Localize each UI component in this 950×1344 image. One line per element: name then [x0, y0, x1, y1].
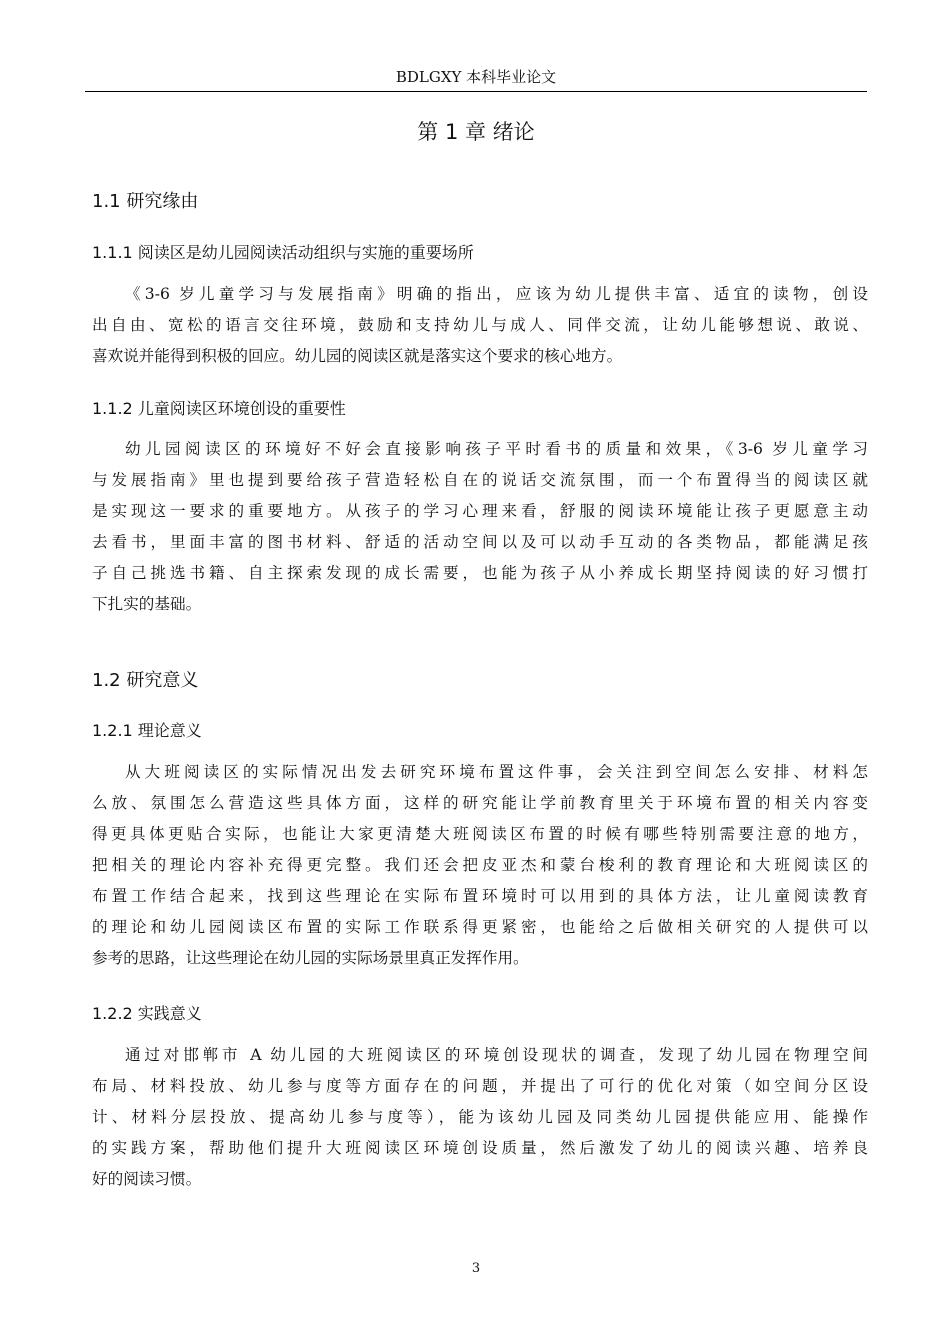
- paragraph-line: 是实现这一要求的重要地方。从孩子的学习心理来看，舒服的阅读环境能让孩子更愿意主动: [92, 502, 868, 520]
- paragraph-line: 好的阅读习惯。: [92, 1170, 202, 1188]
- paragraph-line: 通过对邯郸市 A 幼儿园的大班阅读区的环境创设现状的调查，发现了幼儿园在物理空间: [125, 1046, 868, 1064]
- subsection-heading-1-2-1: 1.2.1 理论意义: [92, 721, 202, 740]
- paragraph-line: 幼儿园阅读区的环境好不好会直接影响孩子平时看书的质量和效果，《3-6 岁儿童学习: [125, 440, 868, 458]
- paragraph-1-2-1: [92, 757, 868, 974]
- paragraph-line: 把相关的理论内容补充得更完整。我们还会把皮亚杰和蒙台梭利的教育理论和大班阅读区的: [92, 856, 868, 874]
- chapter-title: 第 1 章 绪论: [417, 120, 535, 144]
- paragraph-line: 么放、氛围怎么营造这些具体方面，这样的研究能让学前教育里关于环境布置的相关内容变: [92, 794, 868, 812]
- paragraph-line: 与发展指南》里也提到要给孩子营造轻松自在的说话交流氛围，而一个布置得当的阅读区就: [92, 471, 868, 489]
- paragraph-line: 从大班阅读区的实际情况出发去研究环境布置这件事，会关注到空间怎么安排、材料怎: [125, 763, 868, 781]
- paragraph-line: 布置工作结合起来，找到这些理论在实际布置环境时可以用到的具体方法，让儿童阅读教育: [92, 887, 868, 905]
- page-number: 3: [471, 1261, 481, 1276]
- paragraph-1-1-1: [92, 279, 868, 372]
- paragraph-line: 下扎实的基础。: [92, 595, 202, 613]
- paragraph-line: 参考的思路，让这些理论在幼儿园的实际场景里真正发挥作用。: [92, 949, 529, 967]
- section-heading-1-2: 1.2 研究意义: [92, 670, 199, 691]
- paragraph-line: 子自己挑选书籍、自主探索发现的成长需要，也能为孩子从小养成长期坚持阅读的好习惯打: [92, 564, 868, 582]
- paragraph-line: 喜欢说并能得到积极的回应。幼儿园的阅读区就是落实这个要求的核心地方。: [92, 347, 623, 365]
- paragraph-line: 《3-6 岁儿童学习与发展指南》明确的指出，应该为幼儿提供丰富、适宜的读物，创设: [125, 285, 868, 303]
- paragraph-1-1-2: [92, 434, 868, 620]
- paragraph-1-2-2: [92, 1040, 868, 1195]
- header-divider: [85, 91, 867, 92]
- page-header: BDLGXY 本科毕业论文: [395, 68, 557, 86]
- paragraph-line: 的实践方案，帮助他们提升大班阅读区环境创设质量，然后激发了幼儿的阅读兴趣、培养良: [92, 1139, 868, 1157]
- subsection-heading-1-1-1: 1.1.1 阅读区是幼儿园阅读活动组织与实施的重要场所: [92, 243, 474, 262]
- paragraph-line: 的理论和幼儿园阅读区布置的实际工作联系得更紧密，也能给之后做相关研究的人提供可以: [92, 918, 868, 936]
- paragraph-line: 去看书，里面丰富的图书材料、舒适的活动空间以及可以动手互动的各类物品，都能满足孩: [92, 533, 868, 551]
- subsection-heading-1-1-2: 1.1.2 儿童阅读区环境创设的重要性: [92, 399, 346, 418]
- paragraph-line: 出自由、宽松的语言交往环境，鼓励和支持幼儿与成人、同伴交流，让幼儿能够想说、敢说、: [92, 316, 868, 334]
- paragraph-line: 布局、材料投放、幼儿参与度等方面存在的问题，并提出了可行的优化对策（如空间分区设: [92, 1077, 868, 1095]
- paragraph-line: 计、材料分层投放、提高幼儿参与度等），能为该幼儿园及同类幼儿园提供能应用、能操作: [92, 1108, 868, 1126]
- subsection-heading-1-2-2: 1.2.2 实践意义: [92, 1004, 202, 1023]
- paragraph-line: 得更具体更贴合实际，也能让大家更清楚大班阅读区布置的时候有哪些特别需要注意的地方，: [92, 825, 868, 843]
- section-heading-1-1: 1.1 研究缘由: [92, 191, 199, 212]
